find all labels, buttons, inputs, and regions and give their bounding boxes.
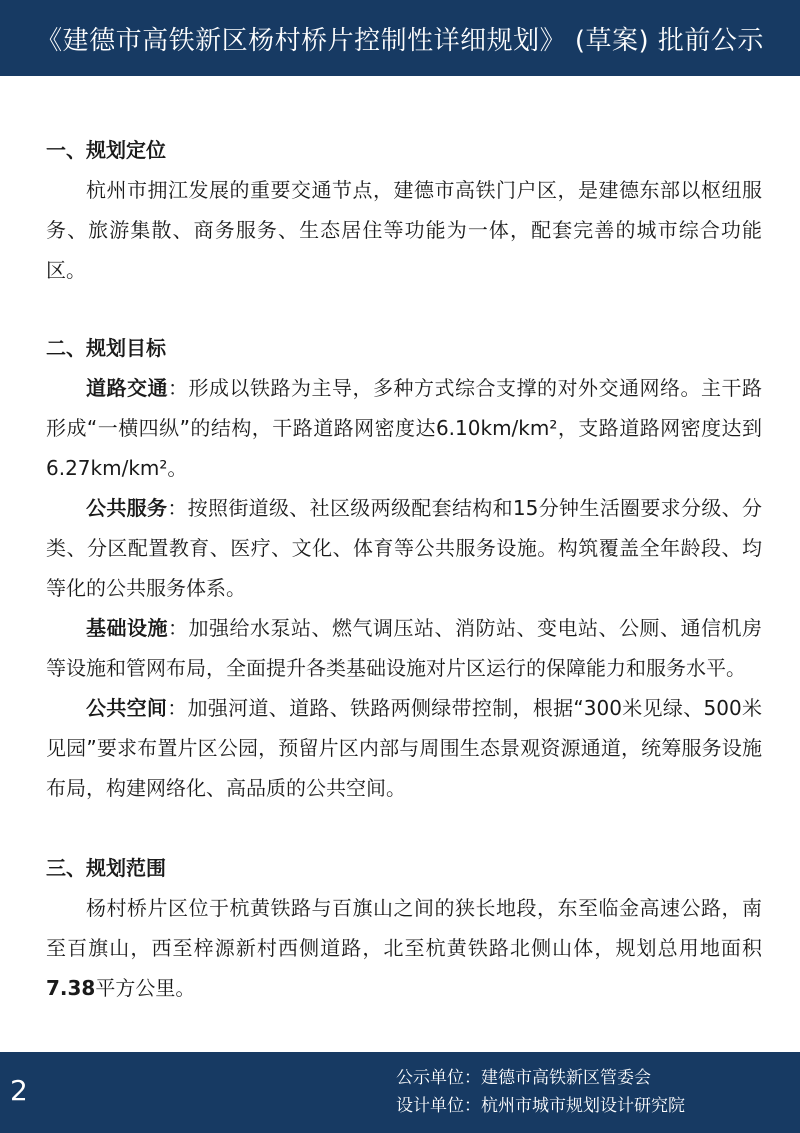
paragraph-label: 公共服务 [86, 496, 168, 520]
section-objectives [46, 328, 762, 808]
area-value: 7.38 [46, 976, 96, 1000]
designer-line: 设计单位：杭州市城市规划设计研究院 [396, 1096, 685, 1116]
area-unit: 平方公里。 [95, 976, 196, 1000]
paragraph-text: ：加强给水泵站、燃气调压站、消防站、变电站、公厕、通信机房等设施和管网布局，全面提升各类基础设施对片区运行的保障能力和服务水平。 [46, 616, 762, 680]
paragraph-label: 基础设施 [86, 616, 168, 640]
paragraph-text: ：按照街道级、社区级两级配套结构和15分钟生活圈要求分级、分类、分区配置教育、医疗、文化、体育等公共服务设施。构筑覆盖全年龄段、均等化的公共服务体系。 [46, 496, 763, 600]
footer-band [0, 1052, 800, 1133]
paragraph [46, 170, 762, 290]
section-title: 一、规划定位 [46, 138, 166, 162]
paragraph-transport [46, 368, 762, 488]
paragraph-public-space [46, 688, 762, 808]
paragraph-label: 公共空间 [86, 696, 168, 720]
paragraph-infrastructure [46, 608, 762, 688]
document-title: 《建德市高铁新区杨村桥片控制性详细规划》 (草案) 批前公示 [36, 25, 764, 56]
paragraph-public-services [46, 488, 762, 608]
footer-credits [396, 1064, 685, 1120]
page-number: 2 [10, 1074, 28, 1107]
paragraph-label: 道路交通 [86, 376, 168, 400]
paragraph-text: 杭州市拥江发展的重要交通节点，建德市高铁门户区，是建德东部以枢纽服务、旅游集散、商务服务、生态居住等功能为一体，配套完善的城市综合功能区。 [46, 178, 762, 282]
section-title: 三、规划范围 [46, 856, 166, 880]
publisher-line: 公示单位：建德市高铁新区管委会 [396, 1068, 651, 1088]
section-scope [46, 848, 762, 1008]
paragraph-text: 杨村桥片区位于杭黄铁路与百旗山之间的狭长地段，东至临金高速公路，南至百旗山，西至梓源新村西侧道路，北至杭黄铁路北侧山体，规划总用地面积 [46, 896, 762, 960]
section-title: 二、规划目标 [46, 336, 166, 360]
header-banner [0, 0, 800, 76]
section-positioning [46, 130, 762, 290]
paragraph [46, 888, 762, 1008]
document-body [46, 130, 762, 1008]
paragraph-text: ：形成以铁路为主导，多种方式综合支撑的对外交通网络。主干路形成“一横四纵”的结构，干路道路网密度达6.10km/km²，支路道路网密度达到6.27km/km²。 [46, 376, 762, 480]
paragraph-text: ：加强河道、道路、铁路两侧绿带控制，根据“300米见绿、500米见园”要求布置片区公园，预留片区内部与周围生态景观资源通道，统筹服务设施布局，构建网络化、高品质的公共空间。 [46, 696, 763, 800]
